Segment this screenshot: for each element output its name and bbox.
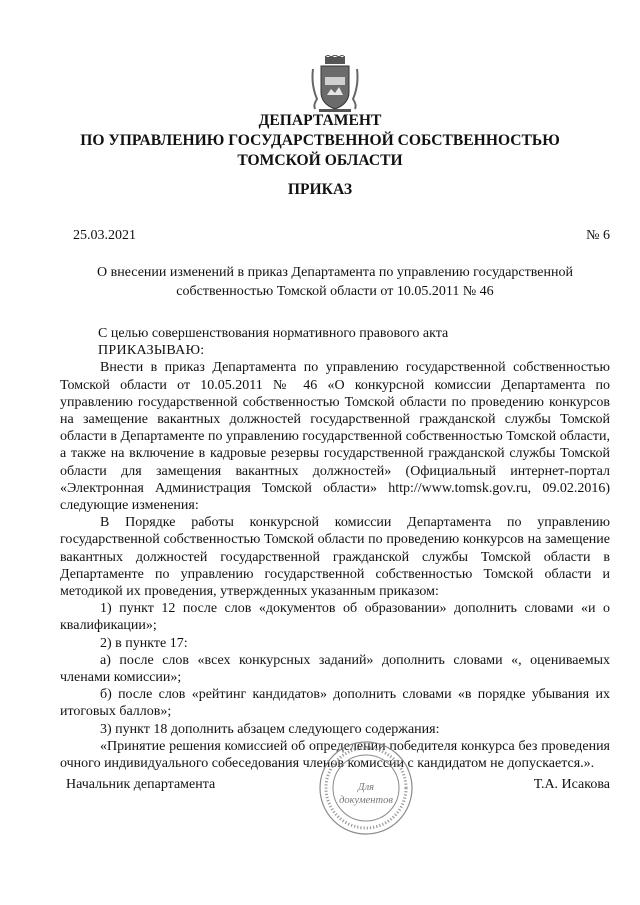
order-date: 25.03.2021 [73, 228, 136, 243]
signatory-position: Начальник департамента [66, 777, 216, 792]
department-name-line: ДЕПАРТАМЕНТ [258, 112, 382, 129]
body-paragraph: Внести в приказ Департамента по управлению государственной собственностью Томской области от 10.05.2011 № 46 «О конкурсной комиссии Департамента по управлению государственной собственностью Томской области по проведению конкурсов на замещение вакантных должностей государственной гражданской службы Томской области в Департаменте по управлению государственной собственностью Томской области, а также на включение в кадровые резервы государственной гражданской службы Томской области для замещения вакантных должностей» (Официальный интернет-портал «Электронная Администрация Томской области» http://www.tomsk.gov.ru, 09.02.2016) следующие изменения: [60, 360, 610, 514]
body-paragraph: а) после слов «всех конкурсных заданий» дополнить словами «, оцениваемых членами комиссии»; [60, 652, 610, 686]
body-paragraph: 1) пункт 12 после слов «документов об образовании» дополнить словами «и о квалификации»; [60, 601, 610, 634]
coat-of-arms-icon [309, 55, 361, 113]
body-paragraph: В Порядке работы конкурсной комиссии Департамента по управлению государственной собственностью Томской области по проведению конкурсов на замещение вакантных должностей государственной гражданской службы Томской области в Департаменте по управлению государственной собственностью Томской области и методикой их проведения, утвержденных указанным приказом: [60, 515, 610, 600]
body-paragraph: «Принятие решения комиссией об определении победителя конкурса без проведения очного индивидуального собеседования членов комиссии с кандидатом не допускается.». [60, 738, 610, 772]
body-paragraph: б) после слов «рейтинг кандидатов» дополнить словами «в порядке убывания их итоговых баллов»; [60, 687, 610, 720]
document-type-title: ПРИКАЗ [287, 181, 353, 198]
body-paragraph: 3) пункт 18 дополнить абзацем следующего содержания: [100, 721, 440, 737]
subject-line: О внесении изменений в приказ Департамента по управлению государственной [97, 265, 573, 280]
body-paragraph: 2) в пункте 17: [100, 635, 188, 651]
stamp-seal [318, 740, 414, 836]
department-name [0, 111, 640, 171]
order-number: № 6 [586, 228, 610, 243]
department-name-line: ПО УПРАВЛЕНИЮ ГОСУДАРСТВЕННОЙ СОБСТВЕННОСТЬЮ [80, 132, 560, 149]
order-body [60, 325, 610, 772]
stamp-text-line: Для [357, 782, 375, 793]
stamp-text-line: документов [339, 795, 393, 806]
department-name-line: ТОМСКОЙ ОБЛАСТИ [237, 152, 403, 169]
subject-line: собственностью Томской области от 10.05.2011 № 46 [176, 284, 494, 299]
signatory-name: Т.А. Исакова [533, 777, 610, 792]
order-word: ПРИКАЗЫВАЮ: [98, 343, 205, 359]
purpose-line: С целью совершенствования нормативного правового акта [98, 326, 449, 341]
order-subject [60, 263, 610, 301]
